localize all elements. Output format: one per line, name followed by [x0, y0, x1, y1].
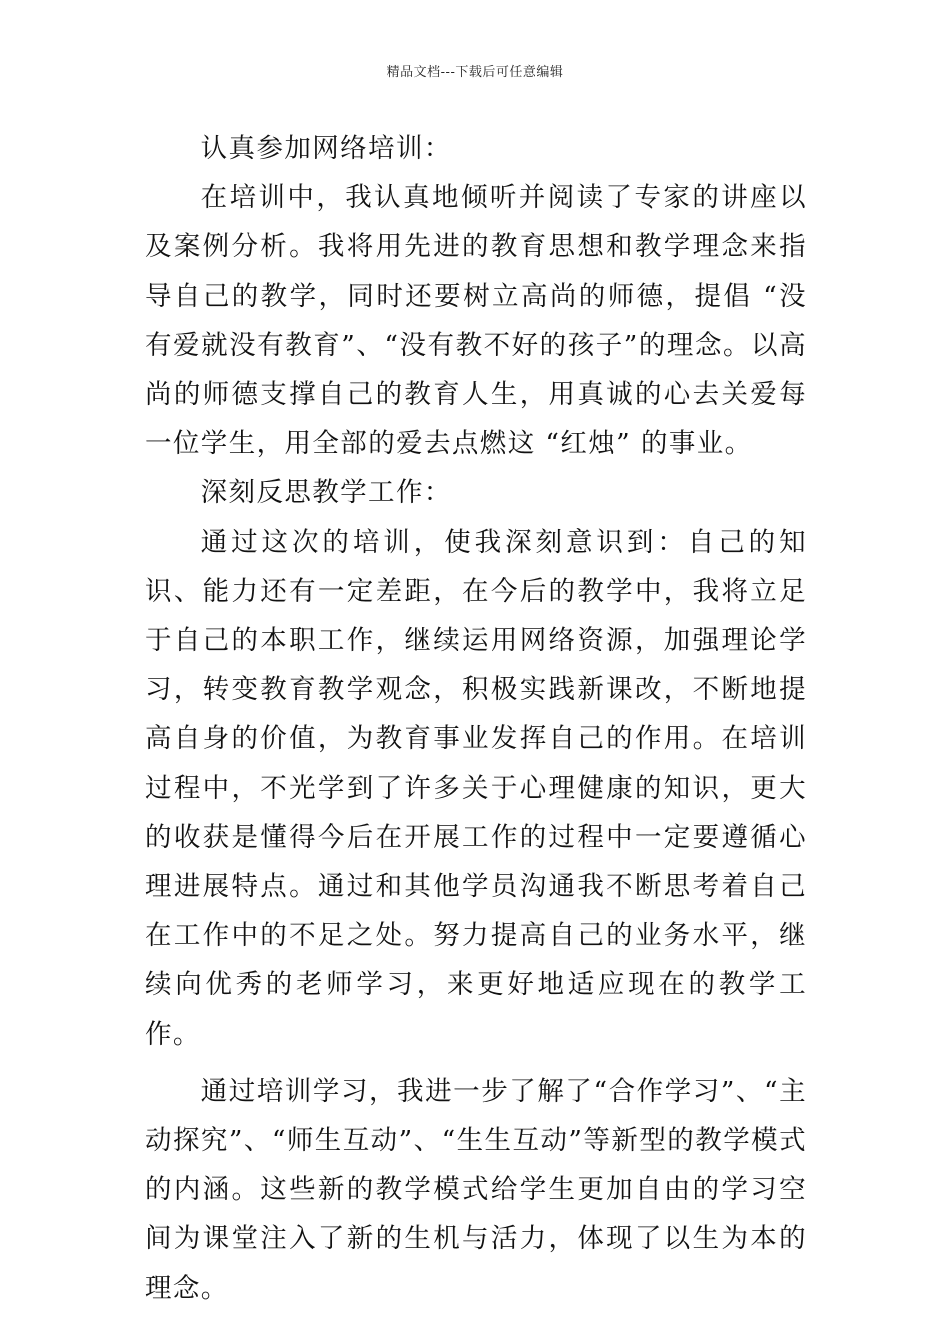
- paragraph-gap: [145, 1059, 807, 1067]
- section-heading-teaching-reflection: 深刻反思教学工作：: [200, 477, 452, 509]
- page-header: 精品文档---下载后可任意编辑: [386, 65, 564, 80]
- document-body: [145, 124, 807, 1313]
- paragraph-teaching-reflection: 通过这次的培训，使我深刻意识到：自己的知识、能力还有一定差距，在今后的教学中，我将立足于自己的本职工作，继续运用网络资源，加强理论学习，转变教育教学观念，积极实践新课改，不断地提高自身的价值，为教育事业发挥自己的作用。在培训过程中，不光学到了许多关于心理健康的知识，更大的收获是懂得今后在开展工作的过程中一定要遵循心理进展特点。通过和其他学员沟通我不断思考着自己在工作中的不足之处。努力提高自己的业务水平，继续向优秀的老师学习，来更好地适应现在的教学工作。: [145, 526, 807, 1050]
- paragraph-teaching-modes: 通过培训学习，我进一步了解了“合作学习”、“主动探究”、“师生互动”、“生生互动”等新型的教学模式的内涵。这些新的教学模式给学生更加自由的学习空间为课堂注入了新的生机与活力，体现了以生为本的理念。: [145, 1075, 807, 1304]
- paragraph-training-reflection: 在培训中，我认真地倾听并阅读了专家的讲座以及案例分析。我将用先进的教育思想和教学理念来指导自己的教学，同时还要树立高尚的师德，提倡 “没有爱就没有教育”、“没有教不好的孩子”的理念。以高尚的师德支撑自己的教育人生，用真诚的心去关爱每一位学生，用全部的爱去点燃这 “红烛” 的事业。: [145, 182, 807, 460]
- section-heading-network-training: 认真参加网络培训：: [200, 133, 452, 164]
